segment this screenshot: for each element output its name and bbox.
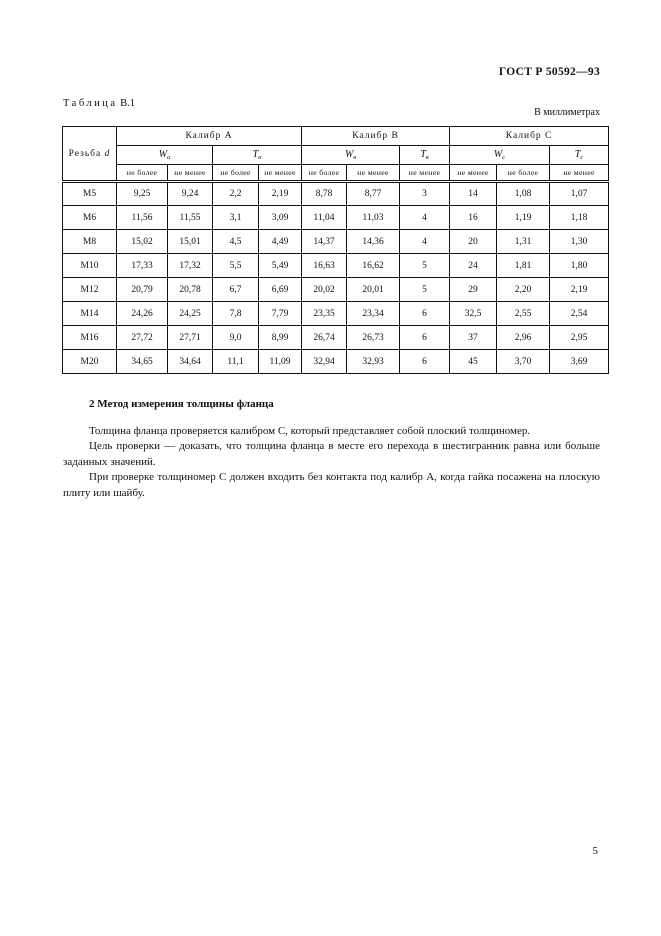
thread-label: Резьба	[68, 148, 102, 159]
symbol-sub: с	[580, 154, 584, 161]
symbol-header-wb	[302, 146, 400, 165]
value-cell: 4,5	[213, 230, 259, 254]
value-cell: 1,31	[497, 230, 550, 254]
value-cell: 1,81	[497, 254, 550, 278]
symbol-sub: с	[502, 154, 506, 161]
tolerance-table	[62, 126, 609, 374]
value-cell: 11,04	[302, 206, 347, 230]
table-header-row-limits	[63, 165, 609, 182]
table-row	[63, 230, 609, 254]
value-cell: 3,1	[213, 206, 259, 230]
limit-header: не менее	[168, 165, 213, 182]
value-cell: 6,7	[213, 278, 259, 302]
value-cell: 2,19	[259, 182, 302, 206]
thread-size-cell: М10	[63, 254, 117, 278]
symbol-header-tb	[400, 146, 450, 165]
group-header-caliber-a: Калибр А	[117, 127, 302, 146]
limit-header: не менее	[450, 165, 497, 182]
symbol-header-wa	[117, 146, 213, 165]
value-cell: 5,49	[259, 254, 302, 278]
table-row	[63, 278, 609, 302]
value-cell: 15,02	[117, 230, 168, 254]
symbol-base: T	[574, 149, 581, 160]
table-label-word: Таблица	[63, 98, 118, 109]
group-header-caliber-b: Калибр В	[302, 127, 450, 146]
value-cell: 7,8	[213, 302, 259, 326]
symbol-header-wc	[450, 146, 550, 165]
value-cell: 20,02	[302, 278, 347, 302]
limit-header: не более	[497, 165, 550, 182]
value-cell: 14	[450, 182, 497, 206]
section-heading: 2 Метод измерения толщины фланца	[89, 398, 274, 410]
symbol-header-ta	[213, 146, 302, 165]
thread-size-cell: М20	[63, 350, 117, 374]
symbol-sub: а	[167, 154, 171, 161]
thread-column-header	[63, 127, 117, 182]
table-row	[63, 182, 609, 206]
value-cell: 23,35	[302, 302, 347, 326]
value-cell: 34,65	[117, 350, 168, 374]
paragraph: При проверке толщиномер С должен входить без контакта под калибр А, когда гайка посажена на плоскую плиту или шайбу.	[63, 471, 600, 499]
value-cell: 6	[400, 350, 450, 374]
paragraph: Толщина фланца проверяется калибром С, который представляет собой плоский толщиномер.	[89, 424, 531, 437]
paragraph: Цель проверки — доказать, что толщина фланца в месте его перехода в шестигранник равна или больше заданных значений.	[63, 440, 600, 468]
method-section	[63, 397, 600, 501]
value-cell: 3,09	[259, 206, 302, 230]
value-cell: 6	[400, 302, 450, 326]
value-cell: 6	[400, 326, 450, 350]
thread-size-cell: М16	[63, 326, 117, 350]
value-cell: 20	[450, 230, 497, 254]
value-cell: 4	[400, 206, 450, 230]
symbol-base: T	[252, 149, 259, 160]
value-cell: 5,5	[213, 254, 259, 278]
value-cell: 2,19	[550, 278, 609, 302]
thread-size-cell: М12	[63, 278, 117, 302]
value-cell: 1,07	[550, 182, 609, 206]
table-body	[63, 182, 609, 374]
limit-header: не менее	[347, 165, 400, 182]
value-cell: 24,26	[117, 302, 168, 326]
value-cell: 6,69	[259, 278, 302, 302]
value-cell: 9,25	[117, 182, 168, 206]
value-cell: 32,93	[347, 350, 400, 374]
value-cell: 4	[400, 230, 450, 254]
units-note: В миллиметрах	[534, 107, 600, 118]
value-cell: 37	[450, 326, 497, 350]
thread-size-cell: М8	[63, 230, 117, 254]
table-header-row-symbols	[63, 146, 609, 165]
value-cell: 15,01	[168, 230, 213, 254]
limit-header: не менее	[400, 165, 450, 182]
value-cell: 24	[450, 254, 497, 278]
value-cell: 27,72	[117, 326, 168, 350]
value-cell: 24,25	[168, 302, 213, 326]
value-cell: 16,63	[302, 254, 347, 278]
value-cell: 9,24	[168, 182, 213, 206]
value-cell: 3,69	[550, 350, 609, 374]
value-cell: 32,5	[450, 302, 497, 326]
value-cell: 26,74	[302, 326, 347, 350]
symbol-base: W	[493, 149, 503, 160]
value-cell: 1,19	[497, 206, 550, 230]
limit-header: не более	[117, 165, 168, 182]
value-cell: 8,77	[347, 182, 400, 206]
value-cell: 9,0	[213, 326, 259, 350]
table-label	[63, 98, 135, 109]
symbol-base: W	[344, 149, 354, 160]
value-cell: 2,96	[497, 326, 550, 350]
value-cell: 17,32	[168, 254, 213, 278]
table-row	[63, 254, 609, 278]
value-cell: 11,03	[347, 206, 400, 230]
value-cell: 20,01	[347, 278, 400, 302]
limit-header: не менее	[259, 165, 302, 182]
limit-header: не менее	[550, 165, 609, 182]
doc-number: ГОСТ Р 50592—93	[498, 66, 600, 78]
thread-size-cell: М5	[63, 182, 117, 206]
value-cell: 20,79	[117, 278, 168, 302]
value-cell: 5	[400, 278, 450, 302]
value-cell: 2,20	[497, 278, 550, 302]
value-cell: 3	[400, 182, 450, 206]
value-cell: 11,55	[168, 206, 213, 230]
value-cell: 1,30	[550, 230, 609, 254]
value-cell: 32,94	[302, 350, 347, 374]
symbol-sub: в	[425, 154, 429, 161]
value-cell: 2,54	[550, 302, 609, 326]
symbol-header-tc	[550, 146, 609, 165]
value-cell: 8,99	[259, 326, 302, 350]
value-cell: 1,18	[550, 206, 609, 230]
value-cell: 14,37	[302, 230, 347, 254]
value-cell: 11,56	[117, 206, 168, 230]
table-row	[63, 326, 609, 350]
page-number: 5	[592, 845, 598, 857]
table-row	[63, 302, 609, 326]
value-cell: 45	[450, 350, 497, 374]
value-cell: 4,49	[259, 230, 302, 254]
value-cell: 2,95	[550, 326, 609, 350]
thread-size-cell: М14	[63, 302, 117, 326]
table-row	[63, 350, 609, 374]
limit-header: не более	[213, 165, 259, 182]
group-header-caliber-c: Калибр С	[450, 127, 609, 146]
value-cell: 27,71	[168, 326, 213, 350]
value-cell: 14,36	[347, 230, 400, 254]
value-cell: 8,78	[302, 182, 347, 206]
symbol-sub: а	[258, 154, 262, 161]
thread-symbol: d	[104, 148, 111, 159]
symbol-base: W	[158, 149, 168, 160]
symbol-base: T	[420, 149, 426, 160]
value-cell: 3,70	[497, 350, 550, 374]
value-cell: 1,80	[550, 254, 609, 278]
table-label-number: В.1	[120, 98, 136, 109]
symbol-sub: в	[353, 154, 357, 161]
value-cell: 23,34	[347, 302, 400, 326]
value-cell: 16	[450, 206, 497, 230]
value-cell: 11,1	[213, 350, 259, 374]
limit-header: не более	[302, 165, 347, 182]
table-row	[63, 206, 609, 230]
value-cell: 17,33	[117, 254, 168, 278]
value-cell: 5	[400, 254, 450, 278]
value-cell: 16,62	[347, 254, 400, 278]
value-cell: 34,64	[168, 350, 213, 374]
value-cell: 29	[450, 278, 497, 302]
table-header-row-groups	[63, 127, 609, 146]
value-cell: 7,79	[259, 302, 302, 326]
value-cell: 1,08	[497, 182, 550, 206]
value-cell: 26,73	[347, 326, 400, 350]
value-cell: 2,55	[497, 302, 550, 326]
thread-size-cell: М6	[63, 206, 117, 230]
value-cell: 2,2	[213, 182, 259, 206]
value-cell: 11,09	[259, 350, 302, 374]
value-cell: 20,78	[168, 278, 213, 302]
